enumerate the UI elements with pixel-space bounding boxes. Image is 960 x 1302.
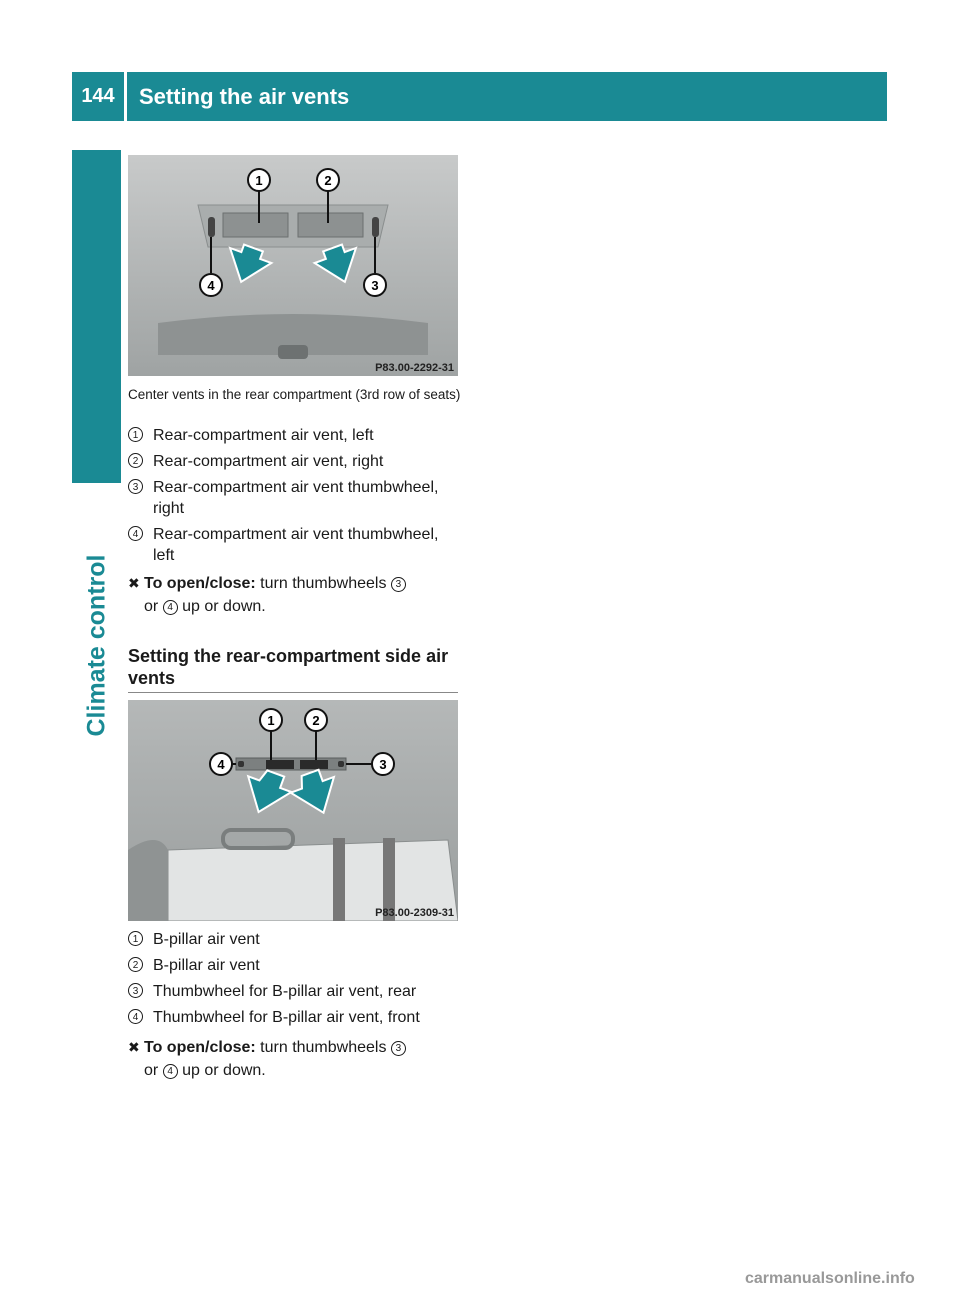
instruction-open-close: ✖ To open/close: turn thumbwheels 3 or 4 up or down. — [128, 572, 463, 618]
svg-text:4: 4 — [217, 757, 225, 772]
list-item: 2 B-pillar air vent — [128, 955, 463, 976]
figure-code: P83.00-2309-31 — [375, 907, 454, 919]
watermark: carmanualsonline.info — [745, 1270, 915, 1287]
section-heading: Setting the rear-compartment side air vents — [128, 645, 458, 693]
callout-number: 1 — [128, 427, 143, 442]
list-item: 4 Rear-compartment air vent thumbwheel, left — [128, 524, 463, 566]
list-item: 2 Rear-compartment air vent, right — [128, 451, 463, 472]
list-item: 1 Rear-compartment air vent, left — [128, 425, 463, 446]
legend-list-center-vents — [128, 425, 463, 571]
callout-number: 3 — [128, 479, 143, 494]
svg-text:2: 2 — [324, 173, 332, 188]
list-item: 3 Rear-compartment air vent thumbwheel, right — [128, 477, 463, 519]
list-item: 3 Thumbwheel for B-pillar air vent, rear — [128, 981, 463, 1002]
page-number: 144 — [72, 72, 127, 121]
callout-number: 4 — [128, 526, 143, 541]
callout-number: 4 — [128, 1009, 143, 1024]
figure-code: P83.00-2292-31 — [375, 362, 454, 374]
chapter-label: Climate control — [82, 554, 111, 736]
svg-text:2: 2 — [312, 713, 320, 728]
svg-text:1: 1 — [255, 173, 263, 188]
svg-text:3: 3 — [379, 757, 387, 772]
svg-text:4: 4 — [207, 278, 215, 293]
instruction-open-close-side: ✖ To open/close: turn thumbwheels 3 or 4 up or down. — [128, 1036, 463, 1082]
svg-text:1: 1 — [267, 713, 275, 728]
callout-1 — [260, 709, 282, 731]
callout-3 — [364, 274, 386, 296]
figure-side-vents — [128, 700, 458, 921]
chapter-side-tab — [72, 150, 121, 850]
callout-number: 2 — [128, 453, 143, 468]
side-tab-label-wrap — [72, 490, 121, 800]
callout-2 — [305, 709, 327, 731]
callout-number: 2 — [128, 957, 143, 972]
figure-caption: Center vents in the rear compartment (3rd row of seats) — [128, 387, 461, 402]
callout-number: 3 — [128, 983, 143, 998]
callout-number: 1 — [128, 931, 143, 946]
list-item: 4 Thumbwheel for B-pillar air vent, front — [128, 1007, 463, 1028]
page-title: Setting the air vents — [139, 83, 350, 109]
callout-4 — [200, 274, 222, 296]
list-item: 1 B-pillar air vent — [128, 929, 463, 950]
callout-4 — [210, 753, 232, 775]
figure-center-vents — [128, 155, 458, 376]
step-arrow-icon: ✖ — [128, 1039, 140, 1055]
callout-1 — [248, 169, 270, 191]
step-arrow-icon: ✖ — [128, 575, 140, 591]
callout-2 — [317, 169, 339, 191]
side-tab-block — [72, 150, 121, 483]
page-header — [72, 72, 887, 121]
callout-3 — [372, 753, 394, 775]
svg-text:3: 3 — [371, 278, 379, 293]
legend-list-side-vents — [128, 929, 463, 1033]
